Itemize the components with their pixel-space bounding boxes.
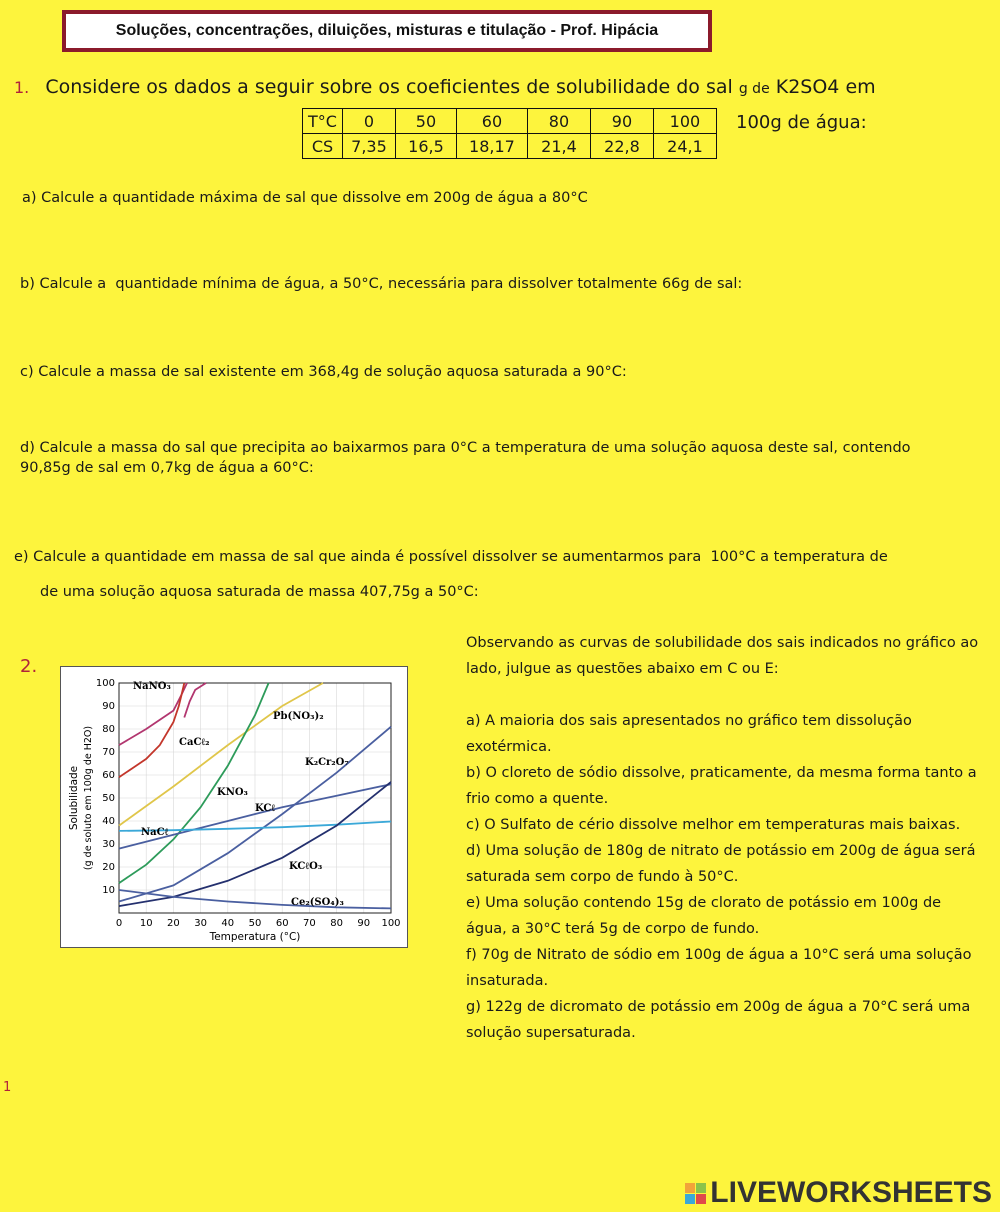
table-cell: 100 — [653, 109, 716, 134]
series-label-KClO3: KCℓO₃ — [289, 861, 323, 872]
y-tick-label: 100 — [95, 678, 115, 689]
q2-item-c: c) O Sulfato de cério dissolve melhor em temperaturas mais baixas. — [466, 817, 961, 833]
y-tick-label: 60 — [102, 770, 115, 781]
y-tick-label: 30 — [102, 839, 115, 850]
x-tick-label: 10 — [139, 918, 153, 929]
x-tick-label: 60 — [275, 918, 289, 929]
q2-item-d: d) Uma solução de 180g de nitrato de potássio em 200g de água será saturada sem corpo de fundo à 50°C. — [466, 843, 976, 885]
liveworksheets-logo[interactable] — [685, 1176, 992, 1210]
q1-item-d — [20, 440, 995, 476]
q1-item-e-line1 — [14, 549, 888, 565]
y-tick-label: 20 — [102, 862, 115, 873]
table-row-temperature — [303, 109, 717, 134]
q2-item-a: a) A maioria dos sais apresentados no gráfico tem dissolução exotérmica. — [466, 713, 912, 755]
q2-item-b: b) O cloreto de sódio dissolve, praticamente, da mesma forma tanto a frio como a quente. — [466, 765, 977, 807]
q1-item-a: a) Calcule a quantidade máxima de sal que dissolve em 200g de água a 80°C — [22, 190, 588, 206]
table-cell: 22,8 — [590, 134, 653, 159]
table-cell: 18,17 — [456, 134, 527, 159]
q2-intro: Observando as curvas de solubilidade dos sais indicados no gráfico ao lado, julgue as questões abaixo em C ou E: — [466, 635, 979, 677]
table-row-label: T°C — [303, 109, 343, 134]
q1-item-c: c) Calcule a massa de sal existente em 368,4g de solução aquosa saturada a 90°C: — [20, 364, 627, 380]
table-cell: 21,4 — [527, 134, 590, 159]
x-tick-label: 0 — [115, 918, 123, 929]
table-cell: 60 — [456, 109, 527, 134]
y-tick-label: 80 — [102, 724, 115, 735]
series-label-NaNO3: NaNO₃ — [133, 681, 171, 692]
q1-item-b-prefix: b) Calcule a — [20, 276, 107, 292]
solubility-chart — [60, 666, 408, 948]
q2-item-f: f) 70g de Nitrato de sódio em 100g de água a 10°C será uma solução insaturada. — [466, 947, 972, 989]
x-tick-label: 40 — [221, 918, 235, 929]
q1-unit-prefix: g de — [738, 81, 770, 97]
table-cell: 50 — [395, 109, 456, 134]
liveworksheets-icon — [685, 1183, 706, 1204]
x-tick-label: 80 — [330, 918, 343, 929]
solubility-table — [302, 108, 717, 159]
q1-intro — [14, 76, 876, 98]
q2-item-g: g) 122g de dicromato de potássio em 200g de água a 70°C será uma solução supersaturada. — [466, 999, 971, 1041]
q1-item-e-text: 100°C a temperatura de — [710, 549, 888, 565]
q1-item-d-line1: d) Calcule a massa do sal que precipita ao baixarmos para 0°C a temperatura de uma solução aquosa deste sal, contendo — [20, 440, 911, 456]
table-cell: 24,1 — [653, 134, 716, 159]
solubility-chart-svg — [61, 667, 407, 947]
table-cell: 90 — [590, 109, 653, 134]
table-row-cs — [303, 134, 717, 159]
q1-tail: 100g de água: — [736, 112, 867, 133]
x-tick-label: 90 — [357, 918, 371, 929]
x-tick-label: 30 — [194, 918, 207, 929]
q1-item-e-prefix: e) Calcule a quantidade em massa de sal que ainda é possível dissolver se aumentarmos para — [14, 549, 702, 565]
table-cell: 80 — [527, 109, 590, 134]
q1-item-d-line2: 90,85g de sal em 0,7kg de água a 60°C: — [20, 460, 314, 476]
y-tick-label: 90 — [102, 701, 115, 712]
series-label-CaCl2: CaCℓ₂ — [179, 737, 210, 748]
x-tick-label: 20 — [167, 918, 180, 929]
y-tick-label: 40 — [102, 816, 115, 827]
series-label-NaCl: NaCℓ — [141, 827, 169, 838]
series-label-KNO3: KNO₃ — [217, 787, 248, 798]
q1-number: 1. — [14, 78, 30, 97]
table-row-label: CS — [303, 134, 343, 159]
series-line-NaNO3-extra — [184, 683, 206, 718]
page-title — [62, 10, 712, 52]
q1-intro-text: Considere os dados a seguir sobre os coeficientes de solubilidade do sal — [45, 76, 733, 98]
brand-text: LIVEWORKSHEETS — [710, 1176, 992, 1209]
x-tick-label: 100 — [381, 918, 401, 929]
q1-item-e-line2: de uma solução aquosa saturada de massa 407,75g a 50°C: — [40, 584, 479, 600]
table-cell: 16,5 — [395, 134, 456, 159]
table-cell: 7,35 — [342, 134, 395, 159]
y-axis-label-2: (g de soluto em 100g de H2O) — [83, 725, 94, 871]
q1-item-b-text: quantidade mínima de água, a 50°C, necessária para dissolver totalmente 66g de sal: — [115, 276, 743, 292]
series-line-KNO3 — [119, 683, 269, 883]
stray-mark: 1 — [3, 1080, 12, 1095]
series-label-K2Cr2O7: K₂Cr₂O₇ — [305, 757, 349, 768]
series-label-Ce2(SO4)3: Ce₂(SO₄)₃ — [291, 897, 344, 908]
q2-text — [466, 630, 986, 1046]
q2-number: 2. — [20, 656, 38, 677]
y-tick-label: 70 — [102, 747, 115, 758]
y-axis-label: Solubilidade — [68, 765, 80, 831]
page-title-text: Soluções, concentrações, diluições, misturas e titulação - Prof. Hipácia — [115, 22, 659, 39]
q1-item-b — [20, 276, 742, 292]
x-axis-label: Temperatura (°C) — [209, 931, 301, 943]
q2-item-e: e) Uma solução contendo 15g de clorato de potássio em 100g de água, a 30°C terá 5g de corpo de fundo. — [466, 895, 942, 937]
y-tick-label: 50 — [102, 793, 115, 804]
q1-formula: K2SO4 — [775, 76, 840, 98]
x-tick-label: 70 — [303, 918, 316, 929]
table-cell: 0 — [342, 109, 395, 134]
y-tick-label: 10 — [102, 885, 115, 896]
q1-suffix: em — [845, 76, 876, 98]
series-label-KCl: KCℓ — [255, 803, 276, 814]
series-line-CaCl2 — [119, 683, 184, 777]
series-label-Pb(NO3)2: Pb(NO₃)₂ — [273, 711, 324, 722]
x-tick-label: 50 — [248, 918, 262, 929]
